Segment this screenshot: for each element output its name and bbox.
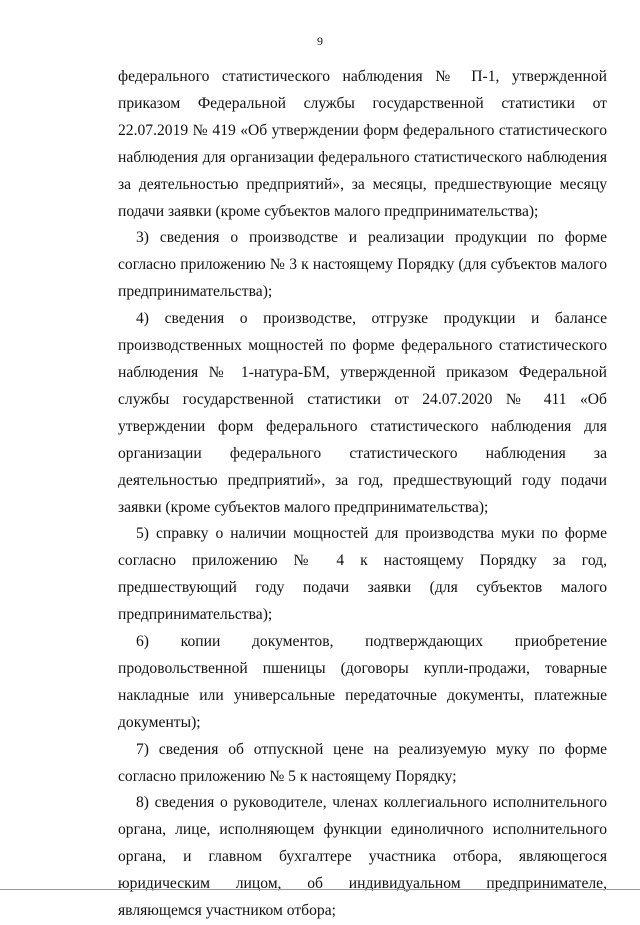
paragraph-item-3: 3) сведения о производстве и реализации продукции по форме согласно приложению № 3 к настоящему Порядку (для субъектов малого предпринимательства); [118, 229, 607, 301]
paragraph-item-8: 8) сведения о руководителе, членах коллегиального исполнительного органа, лице, исполняющем функции единоличного исполнительного органа, и главном бухгалтере участника отбора, являющегося юридическим лицом, об индивидуальном предпринимателе, являющемся участником отбора; [118, 794, 607, 920]
paragraph-item-6: 6) копии документов, подтверждающих приобретение продовольственной пшеницы (договоры купли-продажи, товарные накладные или универсальные передаточные документы, платежные документы); [118, 633, 607, 731]
paragraph-item-7: 7) сведения об отпускной цене на реализуемую муку по форме согласно приложению № 5 к настоящему Порядку; [118, 740, 607, 785]
paragraph-item-4: 4) сведения о производстве, отгрузке продукции и балансе производственных мощностей по форме федерального статистического наблюдения № 1-натура-БМ, утвержденной приказом Федеральной службы государственной статистики от 24.07.2020 № 411 «Об утверждении форм федерального статистического наблюдения для организации федерального статистического наблюдения за деятельностью предприятий», за год, предшествующий году подачи заявки (кроме субъектов малого предпринимательства); [118, 310, 607, 516]
paragraph-continuation: федерального статистического наблюдения № П-1, утвержденной приказом Федеральной службы государственной статистики от 22.07.2019 № 419 «Об утверждении форм федерального статистического наблюдения для организации федерального статистического наблюдения за деятельностью предприятий», за месяцы, предшествующие месяцу подачи заявки (кроме субъектов малого предпринимательства); [118, 68, 607, 220]
page-number: 9 [317, 34, 323, 48]
document-body [118, 64, 607, 925]
scan-edge-line [0, 889, 640, 890]
paragraph-item-5: 5) справку о наличии мощностей для производства муки по форме согласно приложению № 4 к настоящему Порядку за год, предшествующий году подачи заявки (для субъектов малого предпринимательства); [118, 525, 607, 624]
